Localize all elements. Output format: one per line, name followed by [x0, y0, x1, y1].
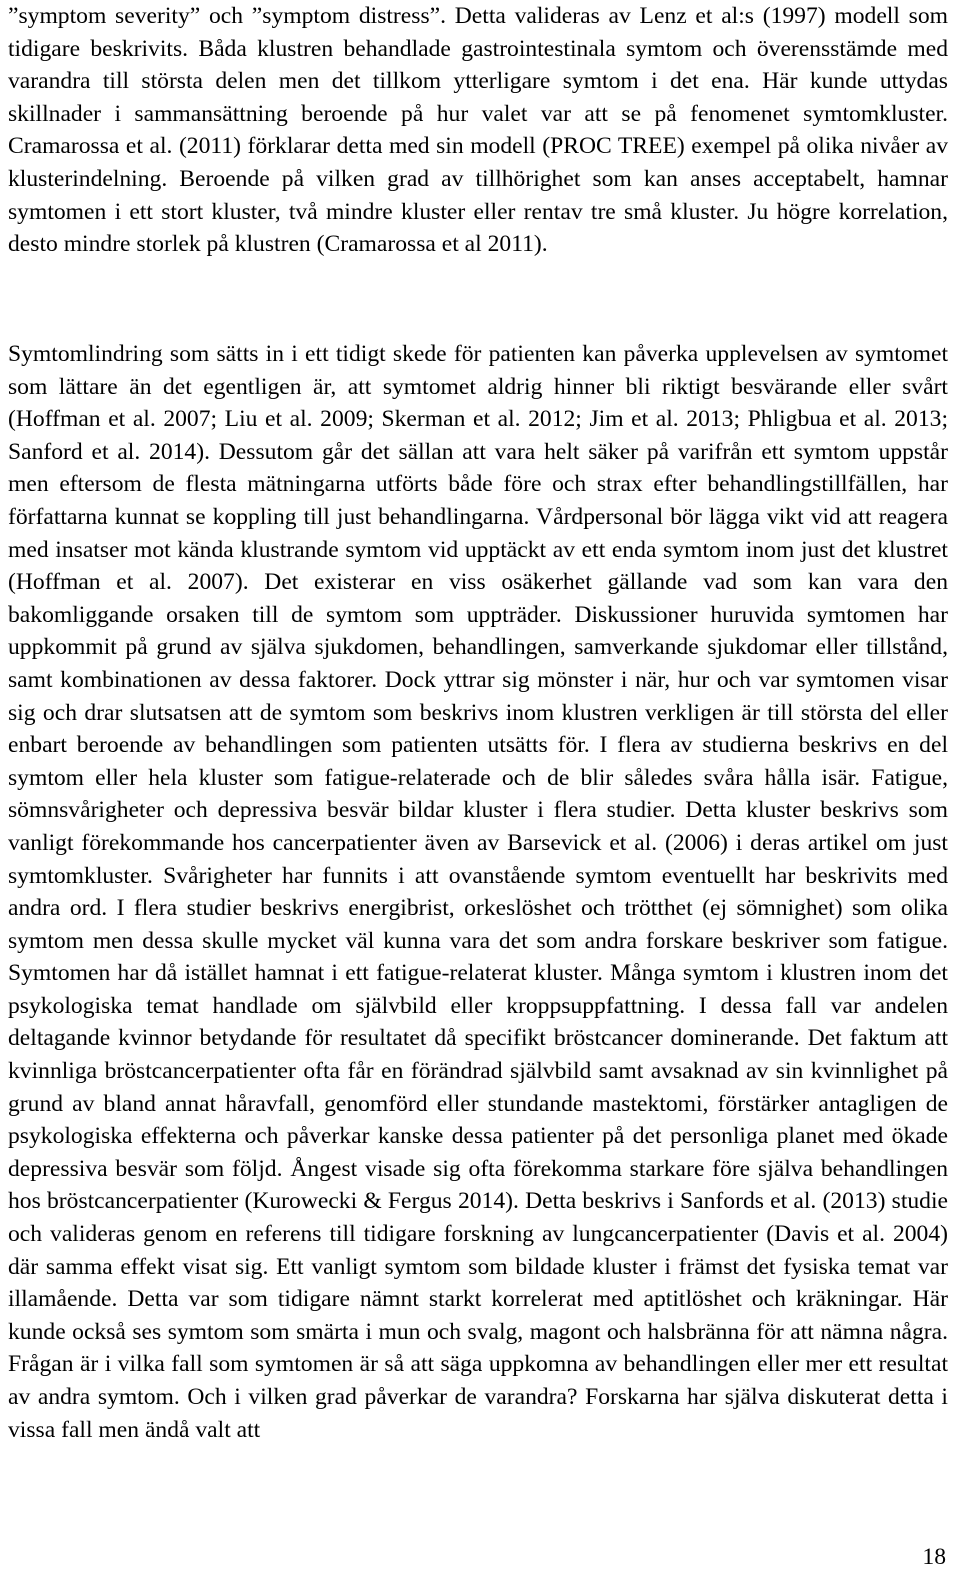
- body-paragraph-1: ”symptom severity” och ”symptom distress”. Detta valideras av Lenz et al:s (1997) modell som tidigare beskrivits. Båda klustren behandlade gastrointestinala symtom och överensstämde med varandra till största delen men det tillkom ytterligare symtom i det ena. Här kunde uttydas skillnader i sammansättning beroende på hur valet var att se på fenomenet symtomkluster. Cramarossa et al. (2011) förklarar detta med sin modell (PROC TREE) exempel på olika nivåer av klusterindelning. Beroende på vilken grad av tillhörighet som kan anses acceptabelt, hamnar symtomen i ett stort kluster, två mindre kluster eller rentav tre små kluster. Ju högre korrelation, desto mindre storlek på klustren (Cramarossa et al 2011).: [8, 3, 948, 258]
- page-number: 18: [922, 1544, 946, 1570]
- body-paragraph-2: Symtomlindring som sätts in i ett tidigt skede för patienten kan påverka upplevelsen av symtomet som lättare än det egentligen är, att symtomet aldrig hinner bli riktigt besvärande eller svårt (Hoffman et al. 2007; Liu et al. 2009; Skerman et al. 2012; Jim et al. 2013; Phligbua et al. 2013; Sanford et al. 2014). Dessutom går det sällan att vara helt säker på varifrån ett symtom uppstår men eftersom de flesta mätningarna utförts både före och strax efter behandlingstillfällen, har författarna kunnat se koppling till just behandlingarna. Vårdpersonal bör lägga vikt vid att reagera med insatser mot kända klustrande symtom vid upptäckt av ett enda symtom inom just det klustret (Hoffman et al. 2007). Det existerar en viss osäkerhet gällande vad som kan vara den bakomliggande orsaken till de symtom som uppträder. Diskussioner huruvida symtomen har uppkommit på grund av själva sjukdomen, behandlingen, samverkande sjukdomar eller tillstånd, samt kombinationen av dessa faktorer. Dock yttrar sig mönster i när, hur och var symtomen visar sig och drar slutsatsen att de symtom som beskrivs inom klustren verkligen är till största del eller enbart beroende av behandlingen som patienten utsätts för. I flera av studierna beskrivs en del symtom eller hela kluster som fatigue-relaterade och de blir således svåra hålla isär. Fatigue, sömnsvårigheter och depressiva besvär bildar kluster i flera studier. Detta kluster beskrivs som vanligt förekommande hos cancerpatienter även av Barsevick et al. (2006) i deras artikel om just symtomkluster. Svårigheter har funnits i att ovanstående symtom eventuellt har beskrivits med andra ord. I flera studier beskrivs energibrist, orkeslöshet och trötthet (ej sömnighet) som olika symtom men dessa skulle mycket väl kunna vara det som andra forskare beskriver som fatigue. Symtomen har då istället hamnat i ett fatigue-relaterat kluster. Många symtom i klustren inom det psykologiska temat handlade om självbild eller kroppsuppfattning. I dessa fall var andelen deltagande kvinnor betydande för resultatet då specifikt bröstcancer dominerande. Det faktum att kvinnliga bröstcancerpatienter ofta får en förändrad självbild samt avsaknad av sin kvinnlighet på grund av bland annat håravfall, genomförd eller stundande mastektomi, förstärker antagligen de psykologiska effekterna och påverkar kanske dessa patienter på det personliga planet med ökade depressiva besvär som följd. Ångest visade sig ofta förekomma starkare före själva behandlingen hos bröstcancerpatienter (Kurowecki & Fergus 2014). Detta beskrivs i Sanfords et al. (2013) studie och valideras genom en referens till tidigare forskning av lungcancerpatienter (Davis et al. 2004) där samma effekt visat sig. Ett vanligt symtom som bildade kluster i främst det fysiska temat var illamående. Detta var som tidigare nämnt starkt korrelerat med aptitlöshet och kräkningar. Här kunde också ses symtom som smärta i mun och svalg, magont och halsbränna för att nämna några. Frågan är i vilka fall som symtomen är så att säga uppkomna av behandlingen eller mer ett resultat av andra symtom. Och i vilken grad påverkar de varandra? Forskarna har själva diskuterat detta i vissa fall men ändå valt att: [8, 341, 948, 1443]
